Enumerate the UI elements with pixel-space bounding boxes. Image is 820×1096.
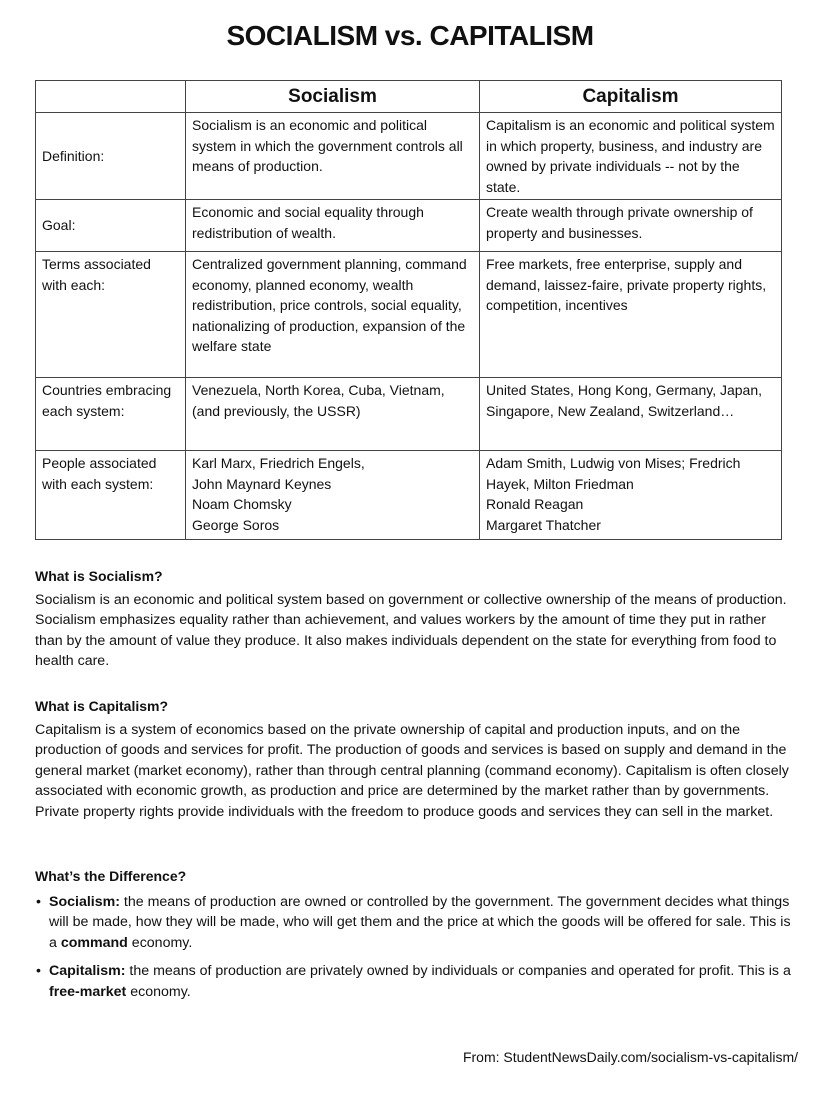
row-label-terms: Terms associated with each: — [36, 252, 186, 378]
term-capitalism: Capitalism: — [49, 963, 126, 980]
row-label-goal: Goal: — [36, 200, 186, 252]
bullet-icon: • — [36, 963, 41, 980]
list-item-socialism — [36, 892, 795, 954]
cell-text: Free markets, free enterprise, supply and demand, laissez-faire, private property rights, competition, incentives — [486, 256, 767, 313]
section-heading: What is Capitalism? — [35, 698, 169, 714]
cell-socialism-countries — [186, 378, 480, 451]
list-item-capitalism — [36, 961, 795, 1002]
bold-free-market: free-market — [49, 983, 127, 1000]
section-heading: What is Socialism? — [35, 568, 163, 584]
cell-capitalism-goal — [480, 200, 782, 252]
cell-socialism-definition — [186, 113, 480, 200]
header-socialism: Socialism — [186, 81, 480, 113]
cell-text: Create wealth through private ownership of property and businesses. — [486, 204, 753, 241]
bullet-icon: • — [36, 893, 41, 910]
difference-list — [35, 892, 795, 1003]
header-empty — [36, 81, 186, 113]
row-label-countries: Countries embracing each system: — [36, 378, 186, 451]
text-segment: economy. — [126, 983, 191, 1000]
cell-text: Centralized government planning, command economy, planned economy, wealth redistribution, price controls, social equality, nationalizing of production, expansion of the welfare state — [192, 256, 467, 354]
table-row — [36, 200, 782, 252]
section-body: Capitalism is a system of economics based on the private ownership of capital and production inputs, and on the production of goods and services for profit. The production of goods and services is based on supply and demand in the general market (market economy), rather than through central planning (command economy). Capitalism is often closely associated with economic growth, as production and price are determined by the market rather than by governments. Private property rights provide individuals with the freedom to produce goods and services they can sell in the market. — [35, 721, 789, 820]
table-row — [36, 378, 782, 451]
person-name: Noam Chomsky — [192, 496, 292, 512]
person-name: Adam Smith, Ludwig von Mises; Fredrich Hayek, Milton Friedman — [486, 455, 741, 492]
table-row — [36, 113, 782, 200]
section-body: Socialism is an economic and political system based on government or collective ownership of the means of production. Socialism emphasizes equality rather than achievement, and values workers by the amount of time they put in rather than by the amount of value they produce. It also makes individuals dependent on the state for everything from food to health care. — [35, 591, 787, 670]
cell-capitalism-countries — [480, 378, 782, 451]
section-what-is-capitalism — [35, 696, 795, 823]
section-what-is-socialism — [35, 566, 795, 672]
person-name: Margaret Thatcher — [486, 516, 601, 533]
cell-socialism-terms — [186, 252, 480, 378]
section-heading: What’s the Difference? — [35, 868, 187, 884]
person-name: John Maynard Keynes — [192, 475, 332, 492]
person-name: Karl Marx, Friedrich Engels, — [192, 455, 365, 471]
table-row — [36, 451, 782, 540]
text-segment: economy. — [127, 934, 193, 951]
cell-text: Capitalism is an economic and political system in which property, business, and industry are owned by private individuals -- not by the state. — [486, 117, 775, 195]
person-name: George Soros — [192, 516, 280, 533]
table-header-row — [36, 81, 782, 113]
cell-socialism-goal — [186, 200, 480, 252]
cell-text: Venezuela, North Korea, Cuba, Vietnam, (and previously, the USSR) — [192, 382, 445, 419]
cell-text: United States, Hong Kong, Germany, Japan, Singapore, New Zealand, Switzerland… — [486, 382, 763, 419]
section-difference — [35, 866, 795, 1011]
row-label-people: People associated with each system: — [36, 451, 186, 540]
header-capitalism: Capitalism — [480, 81, 782, 113]
cell-text: Socialism is an economic and political system in which the government controls all means of production. — [192, 117, 463, 174]
page-title: SOCIALISM vs. CAPITALISM — [226, 20, 594, 51]
term-socialism: Socialism: — [49, 893, 120, 910]
person-name: Ronald Reagan — [486, 496, 584, 512]
cell-capitalism-terms — [480, 252, 782, 378]
text-segment: the means of production are privately owned by individuals or companies and operated for profit. This is a — [125, 963, 791, 980]
cell-socialism-people — [186, 451, 480, 540]
cell-capitalism-definition — [480, 113, 782, 200]
comparison-table — [35, 80, 782, 540]
text-segment: the means of production are owned or controlled by the government. The government decides what things will be made, how they will be made, who will get them and the price at which the goods will be offered for sale. This is a — [49, 893, 791, 951]
bold-command: command — [60, 934, 128, 951]
table-row — [36, 252, 782, 378]
source-citation: From: StudentNewsDaily.com/socialism-vs-capitalism/ — [462, 1049, 798, 1065]
row-label-definition: Definition: — [36, 113, 186, 200]
cell-text: Economic and social equality through redistribution of wealth. — [192, 204, 424, 241]
cell-capitalism-people — [480, 451, 782, 540]
